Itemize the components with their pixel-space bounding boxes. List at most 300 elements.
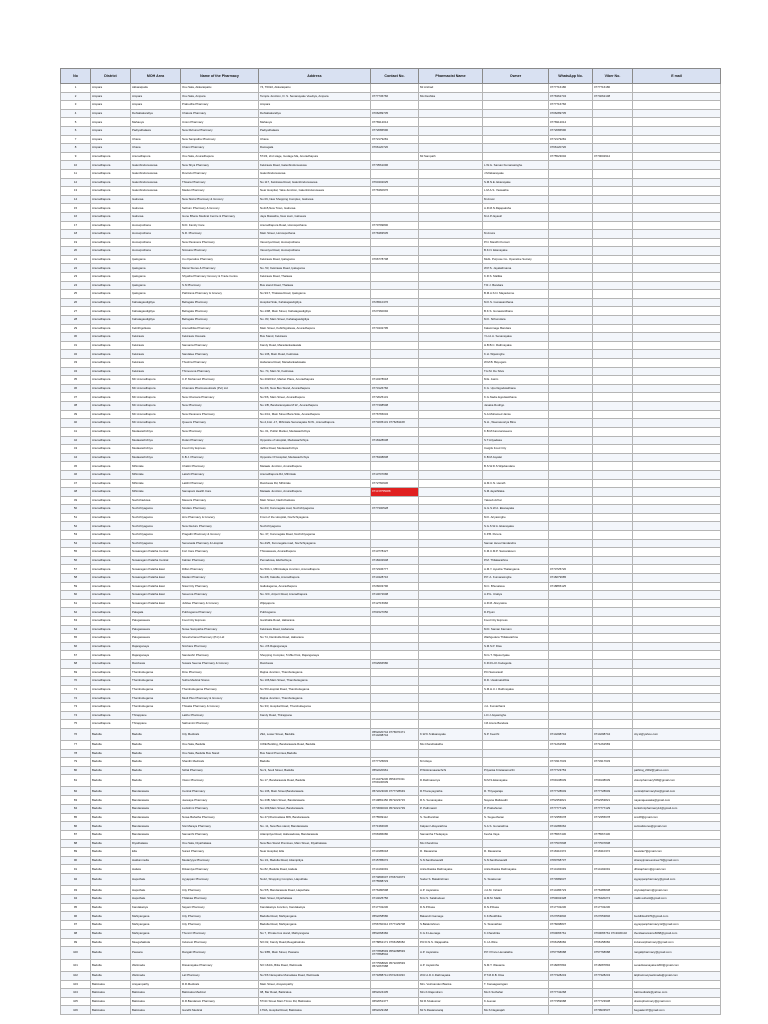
table-row (61, 204, 721, 213)
cell-pharmacist: Sudar S. Balakrishnan (419, 874, 483, 886)
cell-pharmacist: P.R.D.N.S. Rajapakha (419, 938, 483, 947)
cell-address: Hospital Side, Kahatagasdigiliya (259, 298, 371, 307)
cell-pharmacy-name: Medazyiya Pharmacy (181, 856, 259, 865)
cell-address: 179/A, Hospital Road, Batticaloa (259, 1006, 371, 1015)
cell-owner: Wathgedera Thilakarathna (483, 634, 549, 643)
cell-whatsapp (549, 333, 593, 342)
cell-viber: 0760065761 0719430102 (593, 929, 633, 938)
cell-district: Anuradhapura (91, 307, 131, 316)
cell-whatsapp (549, 488, 593, 497)
cell-whatsapp (549, 479, 593, 488)
cell-no: 92 (61, 874, 91, 886)
cell-whatsapp: 0706289735 (549, 109, 593, 118)
cell-pharmacy-name: Sathumini Pharmacy (181, 720, 259, 729)
cell-viber (593, 989, 633, 998)
table-row (61, 367, 721, 376)
cell-whatsapp: 0714286062 (549, 822, 593, 831)
table-row (61, 488, 721, 497)
cell-owner: P.T.M.D.B. Disa (483, 971, 549, 980)
col-address: Address (259, 69, 371, 84)
table-row (61, 350, 721, 359)
cell-viber (593, 470, 633, 479)
cell-pharmacy-name: D.R.Bandaram Pharmacy (181, 997, 259, 1006)
cell-moh-area: Thirappane (131, 720, 181, 729)
cell-pharmacy-name: New Pavanera Pharmacy (181, 238, 259, 247)
cell-owner (483, 109, 549, 118)
cell-pharmacy-name: Susara Seema Pharmacy & Grocery (181, 659, 259, 668)
cell-email: dhisiapharm@gmail.com (633, 865, 721, 874)
cell-pharmacy-name: New Chamara Pharmacy (181, 393, 259, 402)
cell-whatsapp (549, 230, 593, 239)
cell-no: 100 (61, 947, 91, 959)
table-row (61, 938, 721, 947)
cell-district: Badulla (91, 959, 131, 971)
cell-address: No 5/5, Bandarawela Road, Haputhale (259, 886, 371, 895)
cell-no: 101 (61, 959, 91, 971)
table-row (61, 161, 721, 170)
cell-moh-area: MC Anuradhapura (131, 410, 181, 419)
table-row (61, 307, 721, 316)
cell-no: 5 (61, 118, 91, 127)
cell-pharmacy-name: Sirilal Pharmacy (181, 766, 259, 775)
cell-moh-area: Nochchiyagama (131, 505, 181, 514)
cell-moh-area: Ipalogama (131, 264, 181, 273)
cell-pharmacist: S.Balakrishnan (419, 921, 483, 930)
cell-moh-area: Mahiyangana (131, 921, 181, 930)
cell-viber (593, 634, 633, 643)
cell-district: Anuradhapura (91, 195, 131, 204)
cell-whatsapp (549, 608, 593, 617)
cell-no: 48 (61, 488, 91, 497)
cell-whatsapp (549, 445, 593, 454)
cell-contact: 0773561096 (371, 161, 419, 170)
cell-contact (371, 333, 419, 342)
cell-viber (593, 178, 633, 187)
cell-district: Anuradhapura (91, 324, 131, 333)
cell-district: Anuradhapura (91, 462, 131, 471)
table-row (61, 401, 721, 410)
cell-pharmacist (419, 720, 483, 729)
cell-district: Anuradhapura (91, 548, 131, 557)
table-row (61, 324, 721, 333)
cell-whatsapp (549, 617, 593, 626)
cell-pharmacy-name: Thushra Pharmacy (181, 359, 259, 368)
cell-email: sulmailstores@gmail.com (633, 822, 721, 831)
cell-pharmacy-name: Thunnir Pharmacy (181, 929, 259, 938)
table-row (61, 822, 721, 831)
cell-whatsapp (549, 401, 593, 410)
cell-no: 30 (61, 333, 91, 342)
cell-district: Anuradhapura (91, 161, 131, 170)
col-pharmacist: Pharmacist Name (419, 69, 483, 84)
cell-moh-area: Galnewa (131, 204, 181, 213)
table-row (61, 947, 721, 959)
table-row (61, 574, 721, 583)
cell-pharmacist: Ms.Chandima (419, 839, 483, 848)
cell-whatsapp (549, 307, 593, 316)
table-row (61, 766, 721, 775)
table-row (61, 989, 721, 998)
cell-owner: J.M.Ekanayake (483, 169, 549, 178)
cell-email (633, 702, 721, 711)
cell-no: 44 (61, 453, 91, 462)
cell-whatsapp: 0774589637 (549, 874, 593, 886)
cell-contact: 0713 8755088 (371, 488, 419, 497)
cell-email: malik.suhard@gmail.com (633, 895, 721, 904)
cell-email (633, 574, 721, 583)
table-row (61, 436, 721, 445)
cell-no: 1 (61, 84, 91, 93)
cell-whatsapp (549, 453, 593, 462)
cell-whatsapp (549, 677, 593, 686)
cell-district: Anuradhapura (91, 513, 131, 522)
cell-no: 103 (61, 980, 91, 989)
cell-district: Anuradhapura (91, 273, 131, 282)
cell-viber (593, 126, 633, 135)
cell-owner: S.T.Ariyadasa (483, 436, 549, 445)
cell-moh-area: Haputhale (131, 874, 181, 886)
cell-no: 31 (61, 341, 91, 350)
cell-contact (371, 625, 419, 634)
cell-viber: 0727653846 (593, 912, 633, 921)
table-row (61, 865, 721, 874)
cell-owner (483, 740, 549, 749)
cell-contact: 0706289735 (371, 109, 419, 118)
cell-owner: Kalaminage Bandara (483, 324, 549, 333)
cell-moh-area: MC Anuradhapura (131, 419, 181, 428)
cell-whatsapp (549, 187, 593, 196)
cell-viber: 0777328243 (593, 971, 633, 980)
cell-moh-area: Bandarawela (131, 787, 181, 796)
cell-owner: K.B.M.Karunaraveera (483, 427, 549, 436)
cell-owner: T.R.J. Bandara (483, 281, 549, 290)
cell-contact: 0552220744 0776670471 0714298744 (371, 728, 419, 740)
cell-address: No 17, Bandarawela Road, Badulla (259, 775, 371, 787)
cell-address: No 2020/1/2, Market Place, Anuradhapura (259, 376, 371, 385)
cell-pharmacist: Mr.S.Rasiaranaraj (419, 1006, 483, 1015)
cell-no: 91 (61, 865, 91, 874)
cell-district: Anuradhapura (91, 212, 131, 221)
cell-owner: S.A.Mohamed Jamie (483, 410, 549, 419)
cell-whatsapp (549, 668, 593, 677)
cell-pharmacist (419, 135, 483, 144)
cell-owner: A.P.G. Uraliya (483, 591, 549, 600)
cell-no: 28 (61, 316, 91, 325)
cell-email (633, 204, 721, 213)
cell-address: Main Street, Kebithigollewa, Anuradhapura (259, 324, 371, 333)
cell-contact: 0714025756 (371, 895, 419, 904)
cell-no: 33 (61, 359, 91, 368)
cell-no: 81 (61, 775, 91, 787)
table-row (61, 805, 721, 814)
cell-pharmacist: D.N.P.Dasa (419, 903, 483, 912)
cell-email (633, 410, 721, 419)
cell-address: Mahaoya (259, 118, 371, 127)
cell-district: Anuradhapura (91, 453, 131, 462)
cell-pharmacy-name: Madani Pharmacy (181, 574, 259, 583)
cell-whatsapp (549, 410, 593, 419)
cell-no: 67 (61, 651, 91, 660)
cell-pharmacy-name: Dinu Pharmacy (181, 668, 259, 677)
table-row (61, 470, 721, 479)
cell-email (633, 152, 721, 161)
cell-contact: 0715785072 (371, 856, 419, 865)
cell-address: Main Street, Arayampathy (259, 980, 371, 989)
cell-owner: M.A.P.Jayasiri (483, 212, 549, 221)
cell-address: No 9/17, Thalawa Road, Ipalogama (259, 290, 371, 299)
cell-viber: 0777507838 (593, 839, 633, 848)
cell-moh-area: Ipalogama (131, 281, 181, 290)
cell-no: 88 (61, 839, 91, 848)
cell-pharmacist (419, 187, 483, 196)
cell-district: Anuradhapura (91, 470, 131, 479)
cell-moh-area: Galenbindunuwewa (131, 169, 181, 178)
cell-district: Anuradhapura (91, 367, 131, 376)
cell-whatsapp (549, 522, 593, 531)
cell-viber (593, 281, 633, 290)
cell-moh-area: Uhana (131, 135, 181, 144)
cell-whatsapp (549, 513, 593, 522)
header-row (61, 69, 721, 84)
cell-contact (371, 651, 419, 660)
cell-moh-area: Bandarawela (131, 822, 181, 831)
cell-district: Anuradhapura (91, 401, 131, 410)
cell-district: Badulla (91, 787, 131, 796)
cell-owner: L.W.G. Saman Kumarasinghe (483, 161, 549, 170)
cell-moh-area: Thambuttegama (131, 702, 181, 711)
cell-moh-area: Palagala (131, 608, 181, 617)
cell-district: Anuradhapura (91, 702, 131, 711)
cell-no: 57 (61, 565, 91, 574)
cell-owner (483, 84, 549, 93)
cell-no: 10 (61, 161, 91, 170)
cell-contact: 0776480598 (371, 886, 419, 895)
cell-whatsapp (549, 642, 593, 651)
cell-district: Anuradhapura (91, 479, 131, 488)
cell-no: 41 (61, 427, 91, 436)
cell-pharmacist (419, 367, 483, 376)
table-row (61, 796, 721, 805)
cell-owner: K.K.Buddhika (483, 912, 549, 921)
col-whatsapp: WhatsApp No. (549, 69, 593, 84)
cell-viber (593, 419, 633, 428)
cell-address: Dehiattakandiya (259, 109, 371, 118)
cell-no: 40 (61, 419, 91, 428)
cell-email (633, 359, 721, 368)
cell-viber (593, 290, 633, 299)
cell-viber (593, 556, 633, 565)
cell-viber (593, 298, 633, 307)
cell-district: Anuradhapura (91, 316, 131, 325)
cell-pharmacy-name: Chalini Pharmacy (181, 462, 259, 471)
cell-email (633, 462, 721, 471)
cell-viber (593, 187, 633, 196)
cell-district: Anuradhapura (91, 359, 131, 368)
cell-email (633, 281, 721, 290)
cell-pharmacy-name: Hiru Pharmacy & Grocery (181, 513, 259, 522)
cell-district: Anuradhapura (91, 634, 131, 643)
table-row (61, 813, 721, 822)
cell-address: No 23B, Main Street, Bandarawela (259, 796, 371, 805)
cell-pharmacy-name: City Pharmacy (181, 912, 259, 921)
cell-contact (371, 839, 419, 848)
cell-viber (593, 427, 633, 436)
cell-no: 34 (61, 367, 91, 376)
cell-whatsapp (549, 702, 593, 711)
cell-address: No 136, Main Road, Kekirawa (259, 350, 371, 359)
cell-email (633, 144, 721, 153)
cell-contact (371, 668, 419, 677)
cell-contact: 0776308838 (371, 453, 419, 462)
cell-pharmacy-name: New Ruhuna Pharmacy (181, 126, 259, 135)
cell-viber (593, 522, 633, 531)
cell-owner: Anila Rasika Rathnayake (483, 865, 549, 874)
cell-contact: 0713778427 (371, 548, 419, 557)
cell-owner: L.M.A.S. Yaawatha (483, 187, 549, 196)
cell-email (633, 565, 721, 574)
cell-owner: H.M.C.N. Herath (483, 479, 549, 488)
cell-contact (371, 445, 419, 454)
cell-moh-area: Uhana (131, 144, 181, 153)
cell-district: Anuradhapura (91, 668, 131, 677)
cell-email (633, 84, 721, 93)
table-row (61, 410, 721, 419)
cell-district: Anuradhapura (91, 445, 131, 454)
cell-contact (371, 702, 419, 711)
cell-owner: Multi- Purpose Co- Operative Society (483, 255, 549, 264)
cell-viber (593, 101, 633, 110)
cell-district: Anuradhapura (91, 247, 131, 256)
cell-owner: N.M.T. Wasanta (483, 959, 549, 971)
cell-viber (593, 195, 633, 204)
cell-district: Anuradhapura (91, 178, 131, 187)
cell-pharmacy-name: Thambuttegama Pharmacy (181, 685, 259, 694)
cell-no: 95 (61, 903, 91, 912)
cell-district: Badulla (91, 822, 131, 831)
cell-moh-area: Kekirawa (131, 333, 181, 342)
cell-district: Badulla (91, 831, 131, 840)
cell-pharmacy-name: Sayani Pharmacy (181, 903, 259, 912)
cell-pharmacy-name: Osu Sala, Diyathalawa (181, 839, 259, 848)
cell-viber (593, 255, 633, 264)
cell-pharmacist: Anila Rasika Rathnayake (419, 865, 483, 874)
cell-pharmacist: M.H.S. Salahudeen (419, 895, 483, 904)
cell-whatsapp (549, 341, 593, 350)
cell-district: Anuradhapura (91, 427, 131, 436)
cell-email (633, 169, 721, 178)
cell-moh-area: Palugaswewa (131, 625, 181, 634)
cell-no: 21 (61, 255, 91, 264)
cell-viber (593, 135, 633, 144)
cell-district: Anuradhapura (91, 419, 131, 428)
cell-no: 102 (61, 971, 91, 980)
cell-no: 72 (61, 694, 91, 703)
cell-viber (593, 766, 633, 775)
cell-district: Anuradhapura (91, 694, 131, 703)
cell-no: 87 (61, 831, 91, 840)
cell-owner: Y.H.A.A. Senanayaka (483, 333, 549, 342)
table-row (61, 92, 721, 101)
cell-address: No. 01, Public Market, Medawachchiya (259, 427, 371, 436)
cell-pharmacist (419, 582, 483, 591)
cell-pharmacist (419, 685, 483, 694)
cell-whatsapp (549, 685, 593, 694)
cell-district: Badulla (91, 865, 131, 874)
cell-no: 94 (61, 895, 91, 904)
cell-contact (371, 617, 419, 626)
cell-pharmacy-name: Madus Pharmacy (181, 187, 259, 196)
cell-moh-area: Palugaswewa (131, 634, 181, 643)
cell-owner: S.A.S. Gunarathna (483, 822, 549, 831)
cell-address: Wijayapura (259, 599, 371, 608)
cell-no: 15 (61, 204, 91, 213)
cell-address: Jaffna Road, Medawachchiya (259, 445, 371, 454)
cell-email: indunesipharmacy@gmail.com (633, 938, 721, 947)
cell-moh-area: Akkaraipattu (131, 84, 181, 93)
cell-moh-area: Nachchaduwa (131, 496, 181, 505)
cell-viber (593, 384, 633, 393)
cell-viber (593, 341, 633, 350)
cell-pharmacist (419, 651, 483, 660)
cell-contact: 0777868593 0552288593 0777868542 (371, 947, 419, 959)
cell-contact (371, 247, 419, 256)
cell-no: 96 (61, 912, 91, 921)
table-row (61, 749, 721, 758)
table-row (61, 531, 721, 540)
table-row (61, 565, 721, 574)
cell-owner: I.M.Anura Bandara (483, 720, 549, 729)
cell-district: Badulla (91, 903, 131, 912)
cell-owner: P.P. A. Kumarasinghe (483, 574, 549, 583)
cell-district: Anuradhapura (91, 685, 131, 694)
cell-pharmacy-name: Bellogala Pharmacy (181, 298, 259, 307)
cell-pharmacy-name: Samanthi Pharmacy (181, 831, 259, 840)
cell-pharmacy-name: S.N Pharmacy (181, 281, 259, 290)
cell-contact: 0776360976 (371, 187, 419, 196)
cell-owner (483, 144, 549, 153)
cell-contact: 0761527050 (371, 608, 419, 617)
cell-contact (371, 281, 419, 290)
table-row (61, 522, 721, 531)
cell-viber (593, 702, 633, 711)
cell-moh-area: Nuwaragam Palatha East (131, 599, 181, 608)
cell-owner: W.P.S. Jayalathnama (483, 264, 549, 273)
cell-district: Badulla (91, 775, 131, 787)
cell-contact: 0777725833 (371, 758, 419, 767)
cell-moh-area: Haldummulla (131, 856, 181, 865)
cell-no: 104 (61, 989, 91, 998)
cell-owner: Janaka Rodrigo (483, 401, 549, 410)
cell-whatsapp (549, 195, 593, 204)
cell-pharmacist (419, 221, 483, 230)
cell-owner (483, 839, 549, 848)
cell-owner: P.M. Thilakarathna (483, 556, 549, 565)
table-row (61, 642, 721, 651)
cell-pharmacist (419, 281, 483, 290)
cell-no: 19 (61, 238, 91, 247)
cell-email: centralpharmacybw@gmail.com (633, 787, 721, 796)
cell-address: Front of the Hospital, Nochchiyagama (259, 513, 371, 522)
cell-contact (371, 169, 419, 178)
cell-address: 74, T0022, Akkaraipattu (259, 84, 371, 93)
cell-district: Anuradhapura (91, 333, 131, 342)
cell-contact: 0714192091 (371, 865, 419, 874)
cell-district: Ampara (91, 126, 131, 135)
table-row (61, 912, 721, 921)
cell-pharmacy-name: Dilfan Pharmacy (181, 565, 259, 574)
cell-contact: 0772336777 (371, 565, 419, 574)
cell-district: Anuradhapura (91, 238, 131, 247)
